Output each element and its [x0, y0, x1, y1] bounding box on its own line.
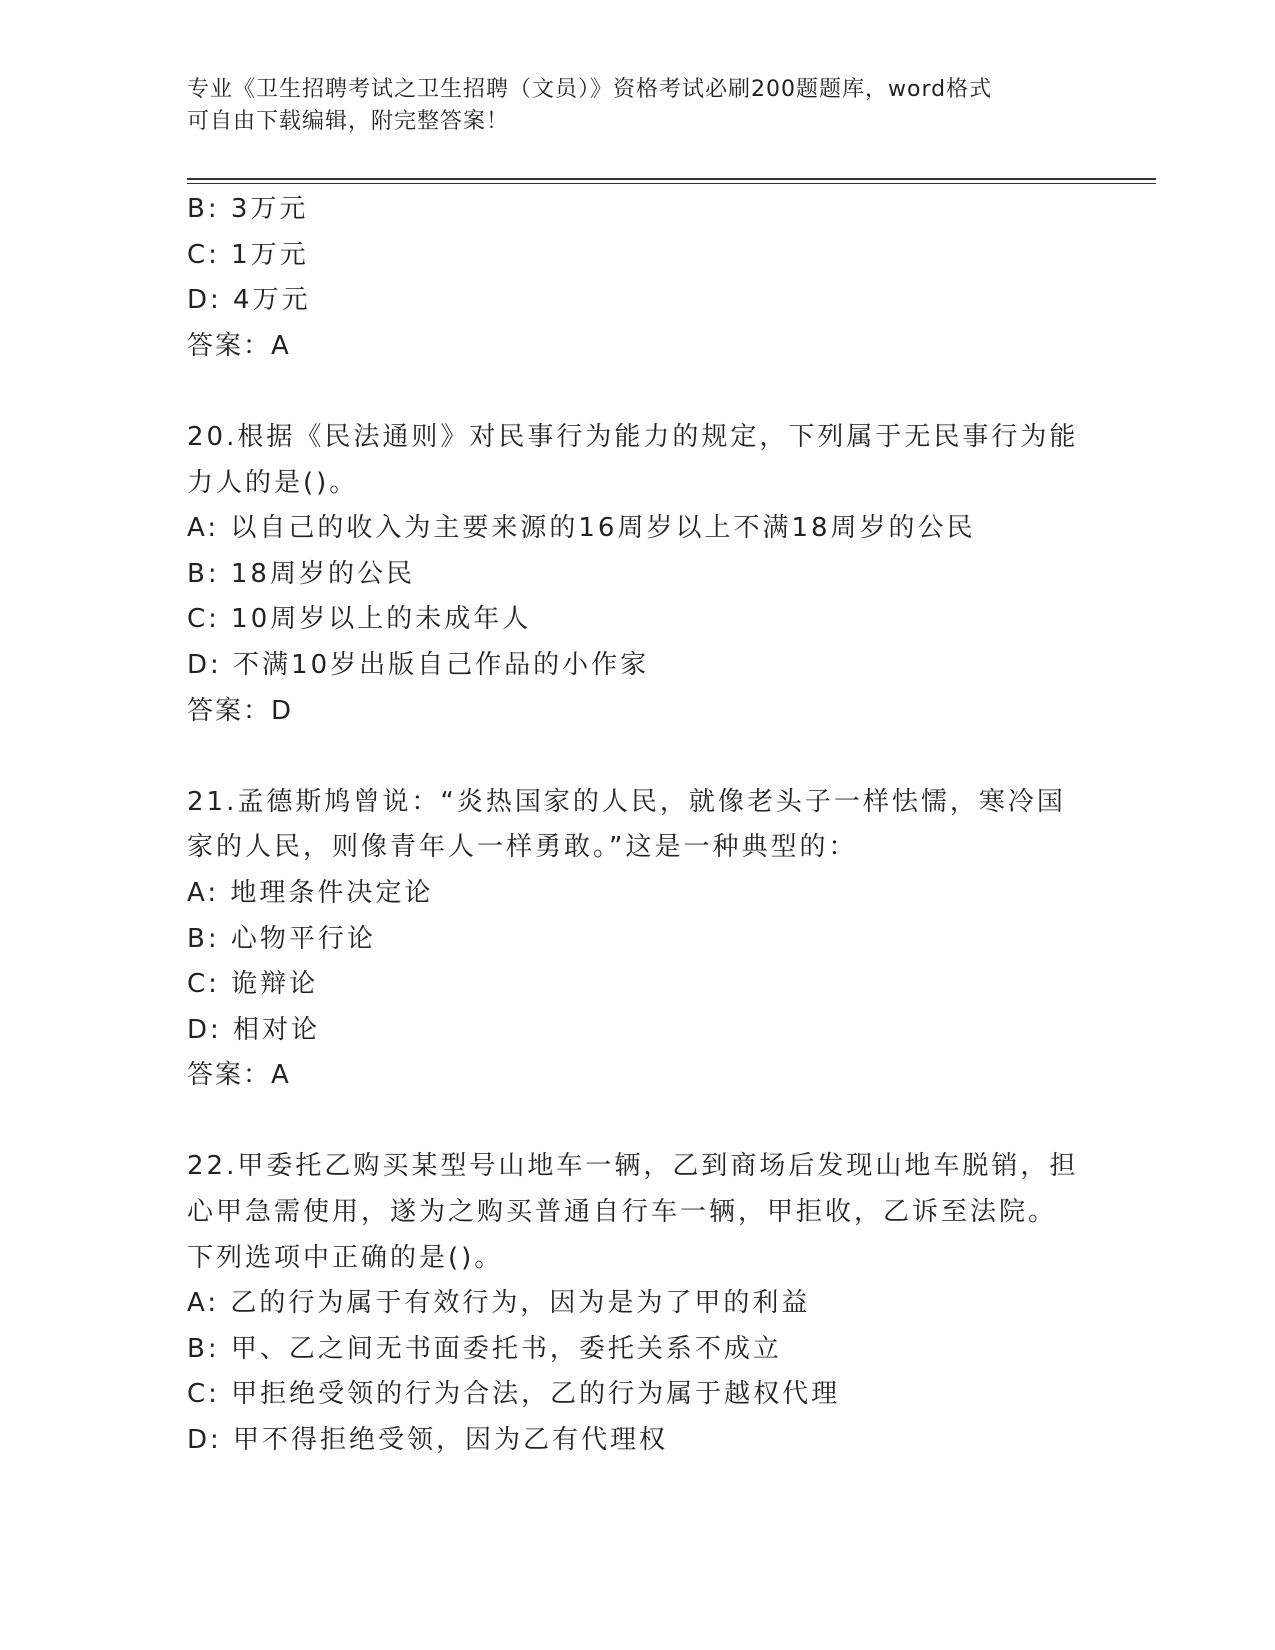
option-c: C: 10周岁以上的未成年人	[187, 604, 532, 635]
question-text-line: 力人的是()。	[187, 467, 359, 498]
option-b: B: 心物平行论	[187, 923, 376, 954]
spacer	[187, 1099, 1087, 1145]
question-text-line: 21.孟德斯鸠曾说：“炎热国家的人民，就像老头子一样怯懦，寒冷国	[187, 786, 1066, 817]
question-19-continued	[187, 187, 1087, 369]
header-line-1: 专业《卫生招聘考试之卫生招聘（文员）》资格考试必刷200题题库，word格式	[187, 77, 993, 102]
option-b: B: 甲、乙之间无书面委托书，委托关系不成立	[187, 1333, 782, 1364]
option-d: D: 相对论	[187, 1014, 321, 1045]
question-20	[187, 415, 1087, 734]
option-d: D: 不满10岁出版自己作品的小作家	[187, 649, 650, 680]
question-text-line: 20.根据《民法通则》对民事行为能力的规定，下列属于无民事行为能	[187, 421, 1079, 452]
answer-label: 答案：A	[187, 1060, 291, 1091]
option-d: D: 4万元	[187, 285, 311, 316]
option-c: C: 甲拒绝受领的行为合法，乙的行为属于越权代理	[187, 1379, 841, 1410]
option-a: A: 以自己的收入为主要来源的16周岁以上不满18周岁的公民	[187, 513, 976, 544]
question-21	[187, 780, 1087, 1099]
option-b: B: 3万元	[187, 194, 309, 224]
option-a: A: 乙的行为属于有效行为，因为是为了甲的利益	[187, 1288, 811, 1319]
document-header	[187, 74, 1087, 138]
question-text-line: 心甲急需使用，遂为之购买普通自行车一辆，甲拒收，乙诉至法院。	[187, 1197, 1058, 1228]
option-b: B: 18周岁的公民	[187, 558, 415, 589]
option-a: A: 地理条件决定论	[187, 877, 434, 908]
option-d: D: 甲不得拒绝受领，因为乙有代理权	[187, 1425, 669, 1456]
answer-label: 答案：D	[187, 695, 294, 726]
header-divider-thick	[187, 178, 1156, 180]
option-c: C: 诡辩论	[187, 969, 319, 1000]
answer-label: 答案：A	[187, 330, 291, 361]
header-divider-thin	[187, 183, 1156, 184]
spacer	[187, 734, 1087, 780]
option-c: C: 1万元	[187, 239, 309, 270]
question-list	[187, 187, 1087, 1464]
question-text-line: 下列选项中正确的是()。	[187, 1242, 504, 1273]
header-line-2: 可自由下载编辑，附完整答案！	[187, 109, 510, 134]
spacer	[187, 369, 1087, 415]
question-text-line: 22.甲委托乙购买某型号山地车一辆，乙到商场后发现山地车脱销，担	[187, 1151, 1079, 1182]
question-text-line: 家的人民，则像青年人一样勇敢。”这是一种典型的：	[187, 832, 858, 863]
question-22	[187, 1144, 1087, 1463]
